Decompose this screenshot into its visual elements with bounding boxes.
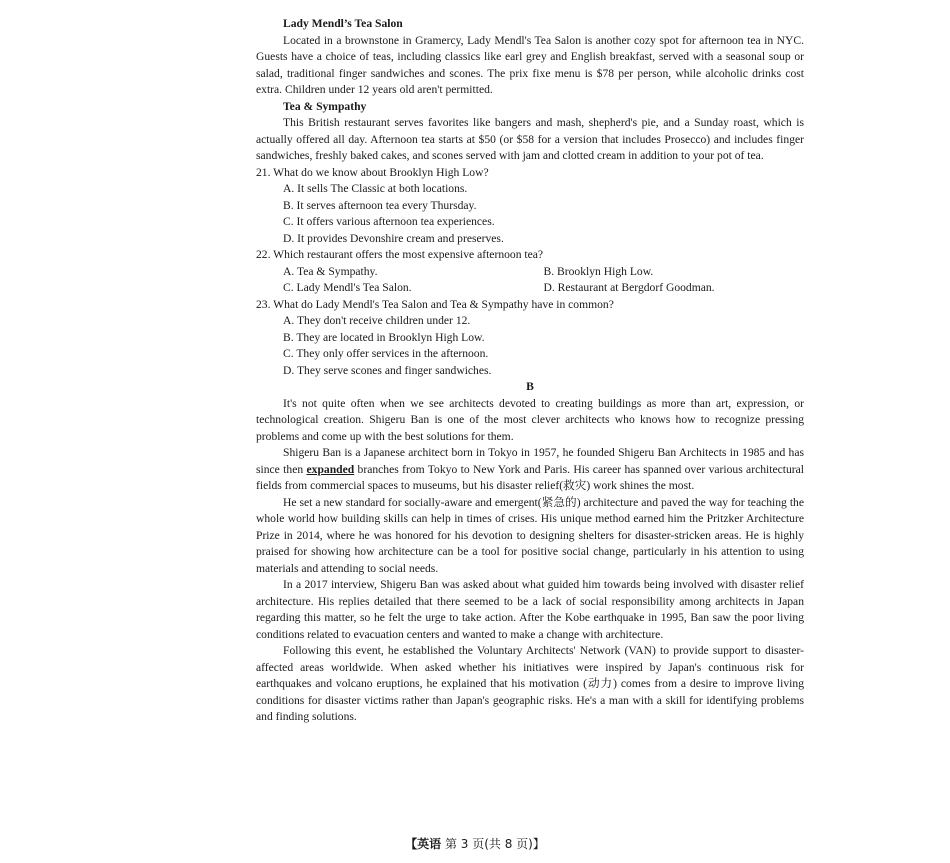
option-d: D. It provides Devonshire cream and preserves. [283, 231, 504, 245]
section-title-mendl: Lady Mendl’s Tea Salon [283, 17, 403, 30]
passage-b-paragraph-3: He set a new standard for socially-aware and emergent(紧急的) architecture and paved the way for teaching the whole world how building skills can help in times of crises. His unique method earned him the Pritzker Architecture Prize in 2014, where he was honored for his devotion to designing shelters for disaster-stricken areas. He is highly praised for showing how architecture can be a tool for positive social change, particularly in his attention to using materials and attending to social needs. [256, 495, 804, 575]
question-21 [256, 165, 804, 248]
option-b: B. It serves afternoon tea every Thursday. [283, 198, 477, 212]
section-body-mendl: Located in a brownstone in Gramercy, Lady Mendl's Tea Salon is another cozy spot for afternoon tea in NYC. Guests have a choice of teas, including classics like earl grey and English breakfast, served with a seasonal soup or salad, traditional finger sandwiches and scones. The prix fixe menu is $78 per person, while alcoholic drinks cost extra. Children under 12 years old aren't permitted. [256, 33, 804, 96]
question-22 [256, 247, 804, 297]
option-a: A. Tea & Sympathy. [283, 264, 378, 278]
passage-b-label: B [526, 380, 534, 393]
page-footer [0, 835, 950, 852]
option-c: C. They only offer services in the afternoon. [283, 347, 489, 360]
question-stem: 23. What do Lady Mendl's Tea Salon and Tea & Sympathy have in common? [256, 297, 614, 311]
passage-b-paragraph-5: Following this event, he established the Voluntary Architects' Network (VAN) to provide support to disaster-affected areas worldwide. When asked whether his initiatives were inspired by Japan's continuous risk for earthquakes and volcano eruptions, he explained that his motivation (动力) comes from a desire to improve living conditions for disaster victims rather than Japan's geographic risks. He's a man with a skill for identifying problems and finding solutions. [256, 644, 804, 723]
option-a: A. It sells The Classic at both locations. [283, 182, 468, 195]
option-c: C. Lady Mendl's Tea Salon. [283, 281, 412, 294]
question-stem: 22. Which restaurant offers the most expensive afternoon tea? [256, 248, 544, 261]
question-stem: 21. What do we know about Brooklyn High Low? [256, 165, 489, 179]
option-b: B. They are located in Brooklyn High Low. [283, 330, 485, 344]
passage-b-paragraph-2 [256, 445, 804, 495]
exam-page [256, 16, 804, 726]
paragraph-text: Shigeru Ban is a Japanese architect born in Tokyo in 1957, he founded Shigeru Ban Architects in 1985 and has since then [256, 446, 804, 476]
question-23 [256, 297, 804, 380]
paragraph-text: branches from Tokyo to New York and Paris. His career has spanned over various architectural fields from commercial spaces to museums, but his disaster relief(救灾) work shines the most. [256, 462, 804, 492]
option-a: A. They don't receive children under 12. [283, 314, 471, 327]
section-body-sympathy: This British restaurant serves favorites like bangers and mash, shepherd's pie, and a Sunday roast, which is actually offered all day. Afternoon tea starts at $50 (or $58 for a version that includes Prosecco) and includes finger sandwiches, freshly baked cakes, and scones served with jam and clotted cream in addition to your pot of tea. [256, 116, 804, 162]
option-c: C. It offers various afternoon tea experiences. [283, 215, 495, 228]
passage-b-paragraph-4: In a 2017 interview, Shigeru Ban was asked about what guided him towards being involved with disaster relief architecture. His replies detailed that there seemed to be a lack of social responsibility among architects in Japan regarding this matter, so he felt the urge to take action. After the Kobe earthquake in 1995, Ban saw the poor living conditions related to evacuation centers and wanted to make a change with architecture. [256, 578, 804, 641]
option-d: D. They serve scones and finger sandwiches. [283, 363, 492, 377]
passage-b-paragraph-1: It's not quite often when we see architects devoted to creating buildings as more than art, expression, or technological creation. Shigeru Ban is one of the most clever architects who knows how to recognize pressing problems and come up with the best solutions for them. [256, 396, 804, 443]
footer-page-number: 第 3 页(共 8 页)】 [444, 837, 545, 851]
section-title-sympathy: Tea & Sympathy [283, 99, 367, 113]
footer-subject: 【英语 [405, 837, 442, 851]
option-b: B. Brooklyn High Low. [543, 264, 654, 278]
underlined-word: expanded [306, 462, 355, 476]
option-d: D. Restaurant at Bergdorf Goodman. [543, 281, 715, 294]
